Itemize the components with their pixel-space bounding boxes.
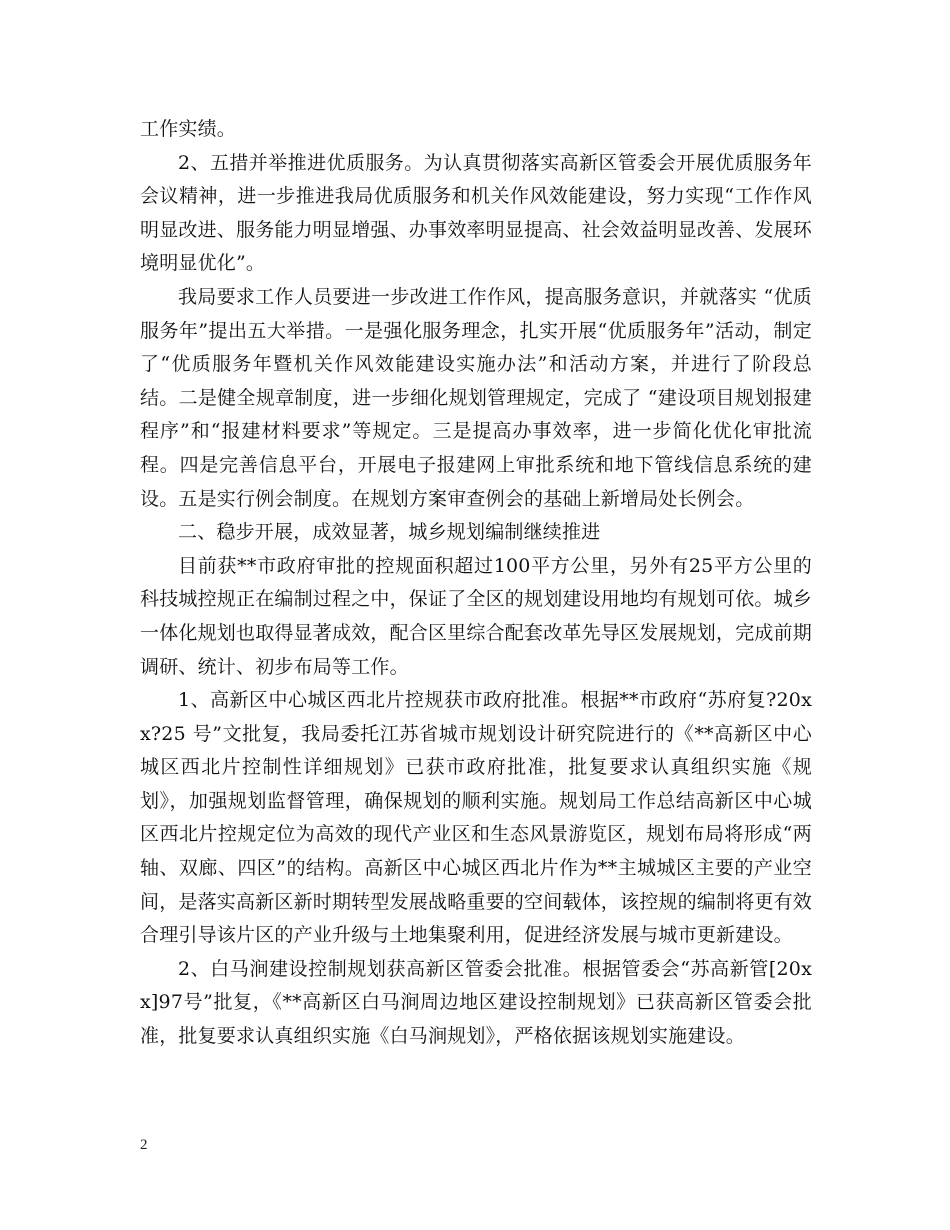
paragraph-baimajian-plan: 2、白马涧建设控制规划获高新区管委会批准。根据管委会“苏高新管[20xx]97号”批复，《**高新区白马涧周边地区建设控制规划》已获高新区管委会批准，批复要求认真组织实施《白马涧规划》，严格依据该规划实施建设。 [140, 957, 812, 1048]
document-body [140, 113, 812, 1054]
paragraph-planning-overview: 目前获**市政府审批的控规面积超过100平方公里，另外有25平方公里的科技城控规正在编制过程之中，保证了全区的规划建设用地均有规划可依。城乡一体化规划也取得显著成效，配合区里综合配套改革先导区发展规划，完成前期调研、统计、初步布局等工作。 [140, 554, 813, 678]
page-number: 2 [140, 1137, 148, 1153]
paragraph-northwest-plan: 1、高新区中心城区西北片控规获市政府批准。根据**市政府“苏府复?20xx?25 号”文批复，我局委托江苏省城市规划设计研究院进行的《**高新区中心城区西北片控制性详细规划》已获市政府批准，批复要求认真组织实施《规划》，加强规划监督管理，确保规划的顺利实施。规划局工作总结高新区中心城区西北片控规定位为高效的现代产业区和生态风景游览区，规划布局将形成“两轴、双廊、四区”的结构。高新区中心城区西北片作为**主城城区主要的产业空间，是落实高新区新时期转型发展战略重要的空间载体，该控规的编制将更有效合理引导该片区的产业升级与土地集聚利用，促进经济发展与城市更新建设。 [140, 689, 813, 947]
paragraph-quality-service: 2、五措并举推进优质服务。为认真贯彻落实高新区管委会开展优质服务年会议精神，进一步推进我局优质服务和机关作风效能建设，努力实现“工作作风明显改进、服务能力明显增强、办事效率明显提高、社会效益明显改善、发展环境明显优化”。 [140, 151, 813, 275]
section-heading-planning: 二、稳步开展，成效显著，城乡规划编制继续推进 [178, 521, 601, 544]
paragraph-five-measures: 我局要求工作人员要进一步改进工作作风，提高服务意识，并就落实 “优质服务年”提出五大举措。一是强化服务理念，扎实开展“优质服务年”活动，制定了“优质服务年暨机关作风效能建设实施办法”和活动方案，并进行了阶段总结。二是健全规章制度，进一步细化规划管理规定，完成了 “建设项目规划报建程序”和“报建材料要求”等规定。三是提高办事效率，进一步简化优化审批流程。四是完善信息平台，开展电子报建网上审批系统和地下管线信息系统的建设。五是实行例会制度。在规划方案审查例会的基础上新增局处长例会。 [140, 285, 812, 510]
paragraph-continuation: 工作实绩。 [140, 118, 237, 140]
